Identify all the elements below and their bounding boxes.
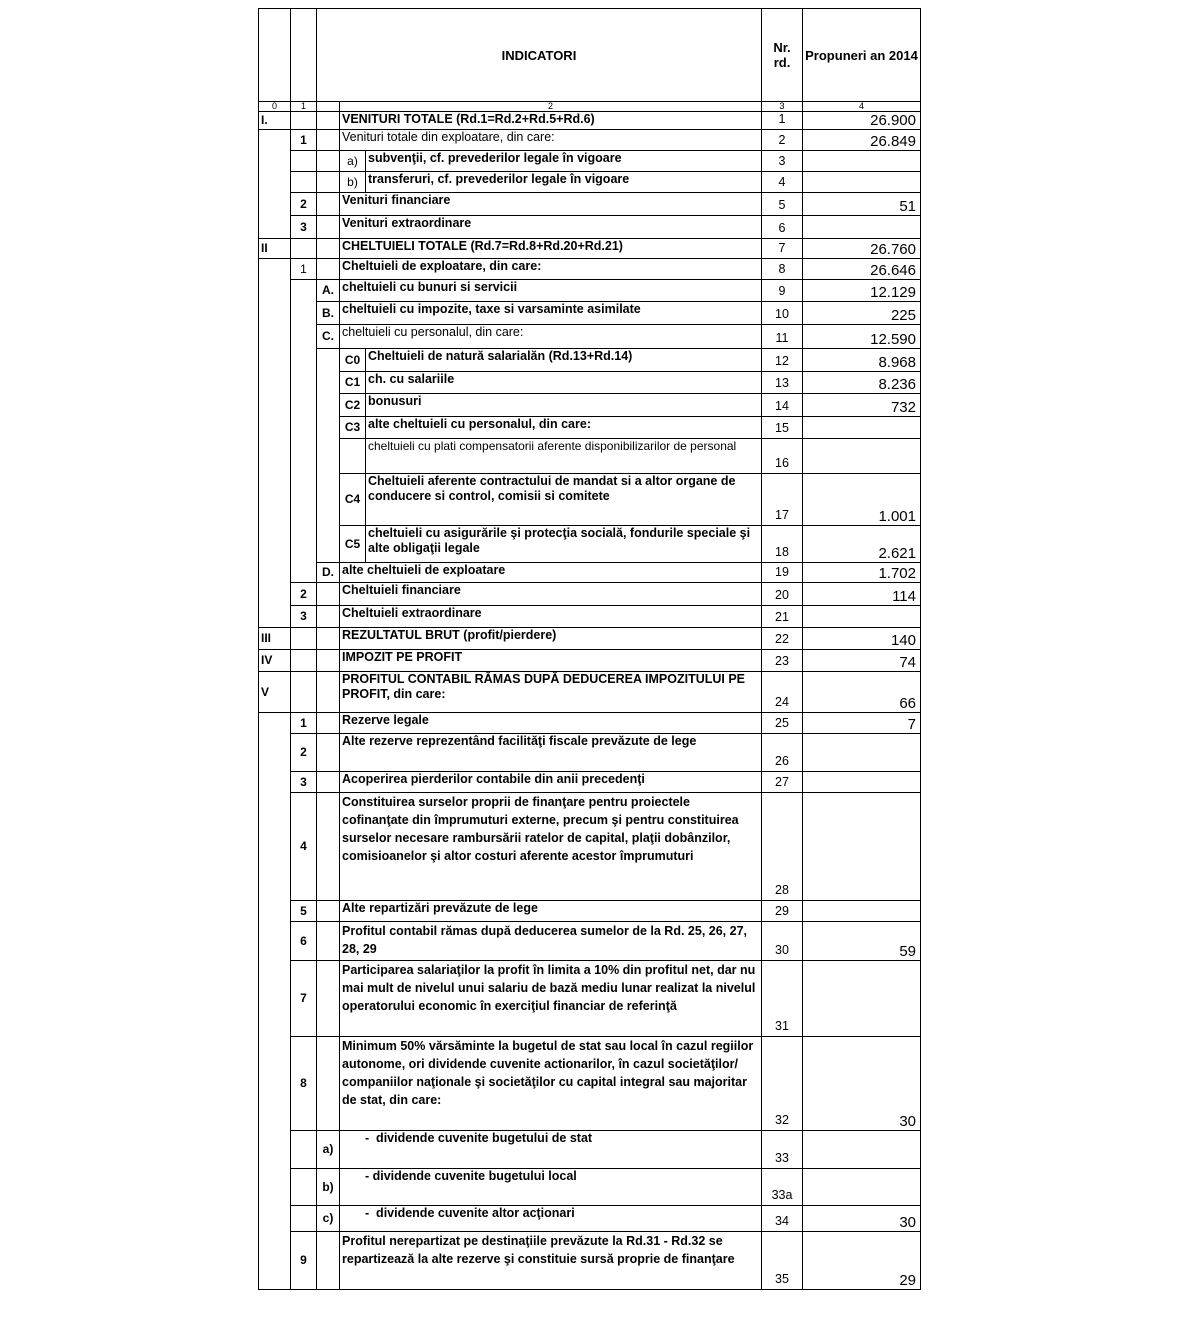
table-row xyxy=(259,606,921,628)
sub-code: C2 xyxy=(340,394,366,417)
indicator-label: Cheltuieli de natură salarialăn (Rd.13+Rd.14) xyxy=(366,349,762,372)
row-number: 21 xyxy=(762,606,803,628)
header-indicatori: INDICATORI xyxy=(317,9,762,102)
table-row xyxy=(259,961,921,1037)
row-value xyxy=(803,417,921,439)
row-number: 19 xyxy=(762,563,803,583)
indicator-label: IMPOZIT PE PROFIT xyxy=(340,650,762,672)
row-value: 74 xyxy=(803,650,921,672)
table-row xyxy=(259,151,921,172)
category-letter: a) xyxy=(317,1131,340,1169)
category-letter: c) xyxy=(317,1206,340,1232)
row-value xyxy=(803,961,921,1037)
table-row xyxy=(259,734,921,772)
table-row xyxy=(259,280,921,302)
item-number: 1 xyxy=(291,713,317,734)
table-row xyxy=(259,1037,921,1131)
indicator-label: Alte rezerve reprezentând facilităţi fiscale prevăzute de lege xyxy=(340,734,762,772)
item-number: 9 xyxy=(291,1232,317,1290)
indicator-label: alte cheltuieli cu personalul, din care: xyxy=(366,417,762,439)
category-letter: D. xyxy=(317,563,340,583)
table-row xyxy=(259,474,921,526)
row-number: 25 xyxy=(762,713,803,734)
item-number: 2 xyxy=(291,734,317,772)
item-number: 1 xyxy=(291,259,317,280)
row-value: 30 xyxy=(803,1206,921,1232)
indicator-label: Minimum 50% vărsăminte la bugetul de stat sau local în cazul regiilor autonome, ori dividende cuvenite actionarilor, în cazul societăţilor/ companiilor naţionale şi societăţilor cu capital integral sau majoritar de stat, din care: xyxy=(340,1037,762,1131)
row-number: 7 xyxy=(762,239,803,259)
row-value: 2.621 xyxy=(803,526,921,563)
row-number: 5 xyxy=(762,193,803,216)
row-number: 32 xyxy=(762,1037,803,1131)
table-row xyxy=(259,372,921,394)
indicator-label: cheltuieli cu personalul, din care: xyxy=(340,325,762,349)
row-number: 29 xyxy=(762,901,803,922)
table-row xyxy=(259,901,921,922)
row-number: 23 xyxy=(762,650,803,672)
indicator-label: - dividende cuvenite altor acţionari xyxy=(340,1206,762,1232)
indicator-label: REZULTATUL BRUT (profit/pierdere) xyxy=(340,628,762,650)
sub-code: C3 xyxy=(340,417,366,439)
row-value xyxy=(803,793,921,901)
row-number: 8 xyxy=(762,259,803,280)
row-number: 15 xyxy=(762,417,803,439)
table-row xyxy=(259,526,921,563)
row-number: 16 xyxy=(762,439,803,474)
row-number: 12 xyxy=(762,349,803,372)
row-number: 14 xyxy=(762,394,803,417)
table-row xyxy=(259,130,921,151)
row-number: 4 xyxy=(762,172,803,193)
item-number: 7 xyxy=(291,961,317,1037)
table-row xyxy=(259,563,921,583)
row-value: 26.760 xyxy=(803,239,921,259)
row-value xyxy=(803,1169,921,1206)
indicator-label: Constituirea surselor proprii de finanţare pentru proiectele cofinanţate din împrumuturi externe, precum şi pentru constituirea surselor necesare rambursării ratelor de capital, plaţii dobânzilor, comisioanelor şi altor costuri aferente acestor împrumuturi xyxy=(340,793,762,901)
indicator-label: Cheltuieli aferente contractului de mandat si a altor organe de conducere si control, comisii si comitete xyxy=(366,474,762,526)
header-propuneri: Propuneri an 2014 xyxy=(803,9,921,102)
row-value: 140 xyxy=(803,628,921,650)
indicator-label: - dividende cuvenite bugetului local xyxy=(340,1169,762,1206)
category-letter: C. xyxy=(317,325,340,349)
table-row xyxy=(259,239,921,259)
row-number: 6 xyxy=(762,216,803,239)
indicator-label: cheltuieli cu plati compensatorii aferente disponibilizarilor de personal xyxy=(366,439,762,474)
indicator-label: CHELTUIELI TOTALE (Rd.7=Rd.8+Rd.20+Rd.21) xyxy=(340,239,762,259)
indicator-label: Participarea salariaţilor la profit în limita a 10% din profitul net, dar nu mai mult de nivelul unui salariu de bază mediu lunar realizat la nivelul operatorului economic în exerciţiul financiar de referinţă xyxy=(340,961,762,1037)
row-number: 27 xyxy=(762,772,803,793)
indicator-label: Alte repartizări prevăzute de lege xyxy=(340,901,762,922)
table-header-row xyxy=(259,9,921,102)
row-value: 51 xyxy=(803,193,921,216)
table-row xyxy=(259,417,921,439)
index-cell: 4 xyxy=(803,102,921,112)
indicator-label: - dividende cuvenite bugetului de stat xyxy=(340,1131,762,1169)
indicators-table xyxy=(258,8,921,1290)
indicator-label: cheltuieli cu asigurările şi protecţia socială, fondurile speciale şi alte obligaţii legale xyxy=(366,526,762,563)
row-value: 8.236 xyxy=(803,372,921,394)
row-number: 33a xyxy=(762,1169,803,1206)
row-number: 22 xyxy=(762,628,803,650)
table-row xyxy=(259,922,921,961)
indicator-label: cheltuieli cu impozite, taxe si varsaminte asimilate xyxy=(340,302,762,325)
row-number: 28 xyxy=(762,793,803,901)
index-cell: 1 xyxy=(291,102,317,112)
row-value xyxy=(803,172,921,193)
indicator-label: subvenţii, cf. prevederilor legale în vigoare xyxy=(366,151,762,172)
item-number: 4 xyxy=(291,793,317,901)
sub-letter: b) xyxy=(340,172,366,193)
item-number: 3 xyxy=(291,606,317,628)
row-value: 59 xyxy=(803,922,921,961)
row-value xyxy=(803,772,921,793)
row-number: 24 xyxy=(762,672,803,713)
row-number: 35 xyxy=(762,1232,803,1290)
table-row xyxy=(259,1131,921,1169)
row-number: 13 xyxy=(762,372,803,394)
category-letter: b) xyxy=(317,1169,340,1206)
row-value: 26.900 xyxy=(803,112,921,130)
indicator-label: alte cheltuieli de exploatare xyxy=(340,563,762,583)
table-row xyxy=(259,793,921,901)
indicator-label: Rezerve legale xyxy=(340,713,762,734)
section-number: I. xyxy=(259,112,291,130)
table-row xyxy=(259,650,921,672)
row-number: 11 xyxy=(762,325,803,349)
indicator-label: PROFITUL CONTABIL RĂMAS DUPĂ DEDUCEREA IMPOZITULUI PE PROFIT, din care: xyxy=(340,672,762,713)
item-number: 3 xyxy=(291,216,317,239)
row-value: 7 xyxy=(803,713,921,734)
category-letter: B. xyxy=(317,302,340,325)
item-number: 5 xyxy=(291,901,317,922)
item-number: 6 xyxy=(291,922,317,961)
table-row xyxy=(259,193,921,216)
indicator-label: Venituri totale din exploatare, din care: xyxy=(340,130,762,151)
row-value xyxy=(803,216,921,239)
row-value xyxy=(803,151,921,172)
row-number: 20 xyxy=(762,583,803,606)
table-row xyxy=(259,325,921,349)
index-cell: 2 xyxy=(340,102,762,112)
row-number: 30 xyxy=(762,922,803,961)
item-number: 2 xyxy=(291,583,317,606)
table-row xyxy=(259,394,921,417)
row-number: 31 xyxy=(762,961,803,1037)
row-number: 1 xyxy=(762,112,803,130)
section-number: V xyxy=(259,672,291,713)
row-value: 1.001 xyxy=(803,474,921,526)
indicator-label: bonusuri xyxy=(366,394,762,417)
row-value: 29 xyxy=(803,1232,921,1290)
indicator-label: ch. cu salariile xyxy=(366,372,762,394)
header-nr-rd: Nr. rd. xyxy=(762,9,803,102)
row-number: 2 xyxy=(762,130,803,151)
column-index-row xyxy=(259,102,921,112)
index-cell: 3 xyxy=(762,102,803,112)
sub-code xyxy=(340,439,366,474)
row-value xyxy=(803,439,921,474)
item-number: 2 xyxy=(291,193,317,216)
row-value: 1.702 xyxy=(803,563,921,583)
sub-code: C5 xyxy=(340,526,366,563)
indicator-label: Cheltuieli financiare xyxy=(340,583,762,606)
table-row xyxy=(259,1169,921,1206)
table-row xyxy=(259,713,921,734)
table-row xyxy=(259,1232,921,1290)
row-number: 34 xyxy=(762,1206,803,1232)
row-value: 66 xyxy=(803,672,921,713)
table-row xyxy=(259,439,921,474)
row-value xyxy=(803,1131,921,1169)
item-number: 3 xyxy=(291,772,317,793)
row-value xyxy=(803,734,921,772)
row-value: 225 xyxy=(803,302,921,325)
row-number: 10 xyxy=(762,302,803,325)
section-number: III xyxy=(259,628,291,650)
table-row xyxy=(259,672,921,713)
indicator-label: Profitul nerepartizat pe destinaţiile prevăzute la Rd.31 - Rd.32 se repartizează la alte rezerve şi constituie sursă proprie de finanţare xyxy=(340,1232,762,1290)
indicator-label: transferuri, cf. prevederilor legale în vigoare xyxy=(366,172,762,193)
indicator-label: cheltuieli cu bunuri si servicii xyxy=(340,280,762,302)
row-value: 12.590 xyxy=(803,325,921,349)
sub-letter: a) xyxy=(340,151,366,172)
sub-code: C4 xyxy=(340,474,366,526)
row-value: 26.646 xyxy=(803,259,921,280)
sub-code: C0 xyxy=(340,349,366,372)
section-number: IV xyxy=(259,650,291,672)
table-row xyxy=(259,172,921,193)
row-number: 3 xyxy=(762,151,803,172)
row-value: 114 xyxy=(803,583,921,606)
table-row xyxy=(259,349,921,372)
row-value xyxy=(803,901,921,922)
table-row xyxy=(259,259,921,280)
row-number: 26 xyxy=(762,734,803,772)
row-number: 18 xyxy=(762,526,803,563)
table-row xyxy=(259,1206,921,1232)
table-row xyxy=(259,112,921,130)
indicator-label: Venituri extraordinare xyxy=(340,216,762,239)
table-row xyxy=(259,772,921,793)
row-value: 732 xyxy=(803,394,921,417)
indicator-label: VENITURI TOTALE (Rd.1=Rd.2+Rd.5+Rd.6) xyxy=(340,112,762,130)
category-letter: A. xyxy=(317,280,340,302)
table-row xyxy=(259,583,921,606)
item-number: 8 xyxy=(291,1037,317,1131)
row-value xyxy=(803,606,921,628)
budget-table-sheet xyxy=(258,8,920,1290)
row-value: 12.129 xyxy=(803,280,921,302)
row-number: 9 xyxy=(762,280,803,302)
table-row xyxy=(259,216,921,239)
row-value: 30 xyxy=(803,1037,921,1131)
indicator-label: Venituri financiare xyxy=(340,193,762,216)
item-number: 1 xyxy=(291,130,317,151)
sub-code: C1 xyxy=(340,372,366,394)
indicator-label: Cheltuieli extraordinare xyxy=(340,606,762,628)
section-number: II xyxy=(259,239,291,259)
row-value: 8.968 xyxy=(803,349,921,372)
row-value: 26.849 xyxy=(803,130,921,151)
row-number: 33 xyxy=(762,1131,803,1169)
indicator-label: Profitul contabil rămas după deducerea sumelor de la Rd. 25, 26, 27, 28, 29 xyxy=(340,922,762,961)
indicator-label: Cheltuieli de exploatare, din care: xyxy=(340,259,762,280)
row-number: 17 xyxy=(762,474,803,526)
index-cell: 0 xyxy=(259,102,291,112)
table-row xyxy=(259,302,921,325)
table-row xyxy=(259,628,921,650)
indicator-label: Acoperirea pierderilor contabile din anii precedenţi xyxy=(340,772,762,793)
